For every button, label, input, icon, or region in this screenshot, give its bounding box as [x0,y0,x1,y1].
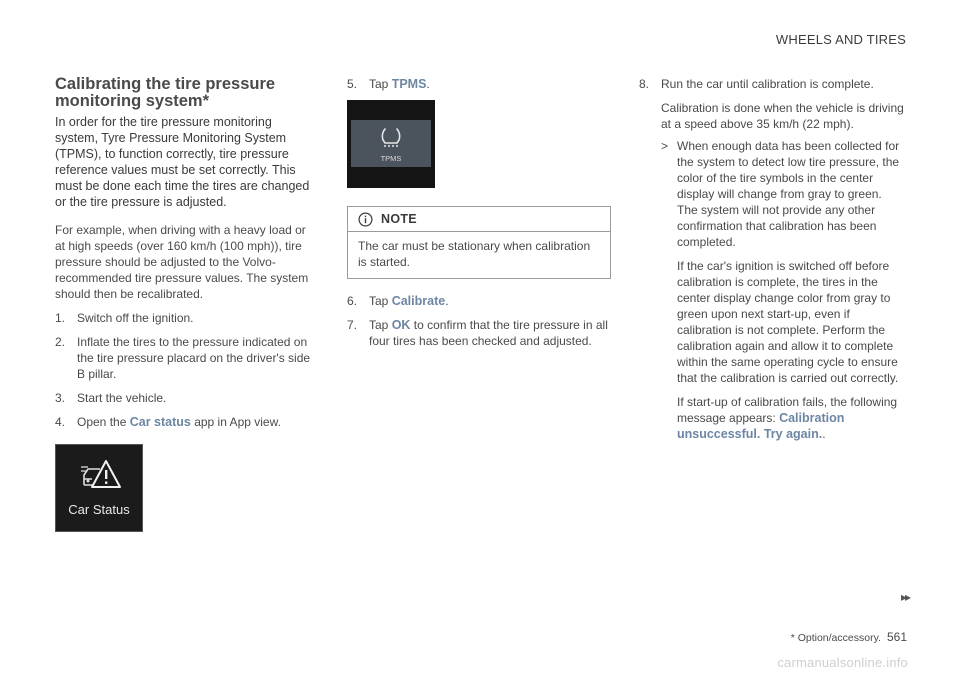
step-8 [639,76,905,92]
note-box [347,206,611,279]
step-text: Switch off the ignition. [77,311,194,325]
column-2 [347,76,613,357]
failure-note [639,394,905,442]
next-page-arrows[interactable]: ▸▸ [900,590,909,604]
failure-message: Calibration unsuccessful. Try again. [677,411,845,441]
tpms-keyword: TPMS [391,77,427,91]
step-text: Start the vehicle. [77,391,167,405]
page-number: 561 [886,630,907,644]
step-text-post: . [426,77,430,91]
tile-label: Car Status [68,502,130,517]
step-text: Inflate the tires to the pressure indicated on the tire pressure placard on the driver's side B pillar. [77,335,311,381]
step-text-post: app in App view. [190,415,281,429]
info-icon [358,212,373,227]
calibration-condition: Calibration is done when the vehicle is driving at a speed above 35 km/h (22 mph). [661,101,904,131]
step-number: 1. [55,311,66,325]
car-status-keyword: Car status [129,415,191,429]
step-text-pre: Open the [77,415,130,429]
car-status-icon [78,459,122,491]
step-6 [347,293,613,309]
step-5 [347,76,613,92]
step-number: 3. [55,391,66,405]
note-text: The car must be stationary when calibration is started. [358,239,591,269]
footnote: * Option/accessory. [790,632,881,644]
tpms-button-tile[interactable] [347,100,435,188]
result-marker: > [661,139,669,153]
step-number: 5. [347,77,358,91]
step-number: 7. [347,318,358,332]
step-7 [347,317,613,349]
result-item [639,138,905,250]
step-text-post: to confirm that the tire pressure in all four tires has been checked and adjusted. [369,318,608,348]
section-title: Calibrating the tire pressure monitoring system* [55,75,276,110]
step-text-pre: Tap [369,77,392,91]
step-text-pre: Tap [369,294,392,308]
step-1 [55,310,317,326]
column-3 [639,76,905,450]
step-number: 4. [55,415,66,429]
failure-text-post: . [822,427,826,441]
tile-label: TPMS [380,154,402,163]
calibrate-keyword: Calibrate [391,294,446,308]
step-3 [55,390,317,406]
tpms-button-face [351,120,431,167]
car-status-app-tile[interactable] [55,444,143,532]
step-text-post: . [445,294,449,308]
step-number: 2. [55,335,66,349]
step-number: 8. [639,77,650,91]
step-2 [55,334,317,382]
page-footer [791,630,907,644]
step-text: Run the car until calibration is complete. [661,77,874,91]
watermark: carmanualsonline.info [777,655,908,670]
column-1 [55,76,317,532]
body-paragraph: For example, when driving with a heavy load or at high speeds (over 160 km/h (100 mph)), tire pressure should be adjusted to the Volvo-recommended tire pressure values. The system should then be recalibrated. [55,223,309,301]
step-4 [55,414,317,430]
intro-paragraph: In order for the tire pressure monitoring system, Tyre Pressure Monitoring System (TPMS), to function correctly, tire pressure reference values must be set correctly. This must be done each time the tires are changed or the tire pressure is adjusted. [55,115,310,209]
step-number: 6. [347,294,358,308]
tire-pressure-icon [379,126,403,148]
ok-keyword: OK [391,318,411,332]
step-text-pre: Tap [369,318,392,332]
ignition-note: If the car's ignition is switched off before calibration is complete, the tires in the center display change color from gray to green upon next start-up, even if calibration is not complete. Perform the calibration again and allow it to complete within the same operating cycle to ensure that the calibration is carried out correctly. [677,259,899,385]
note-title: NOTE [381,212,417,226]
section-header: WHEELS AND TIRES [775,32,906,47]
failure-text: If start-up of calibration fails, the following message appears: [677,395,898,425]
result-text: When enough data has been collected for the system to detect low tire pressure, the color of the tire symbols in the center display will change from gray to green. The system will not provide any other confirmation that calibration has been completed. [677,139,900,249]
note-header [348,207,610,232]
